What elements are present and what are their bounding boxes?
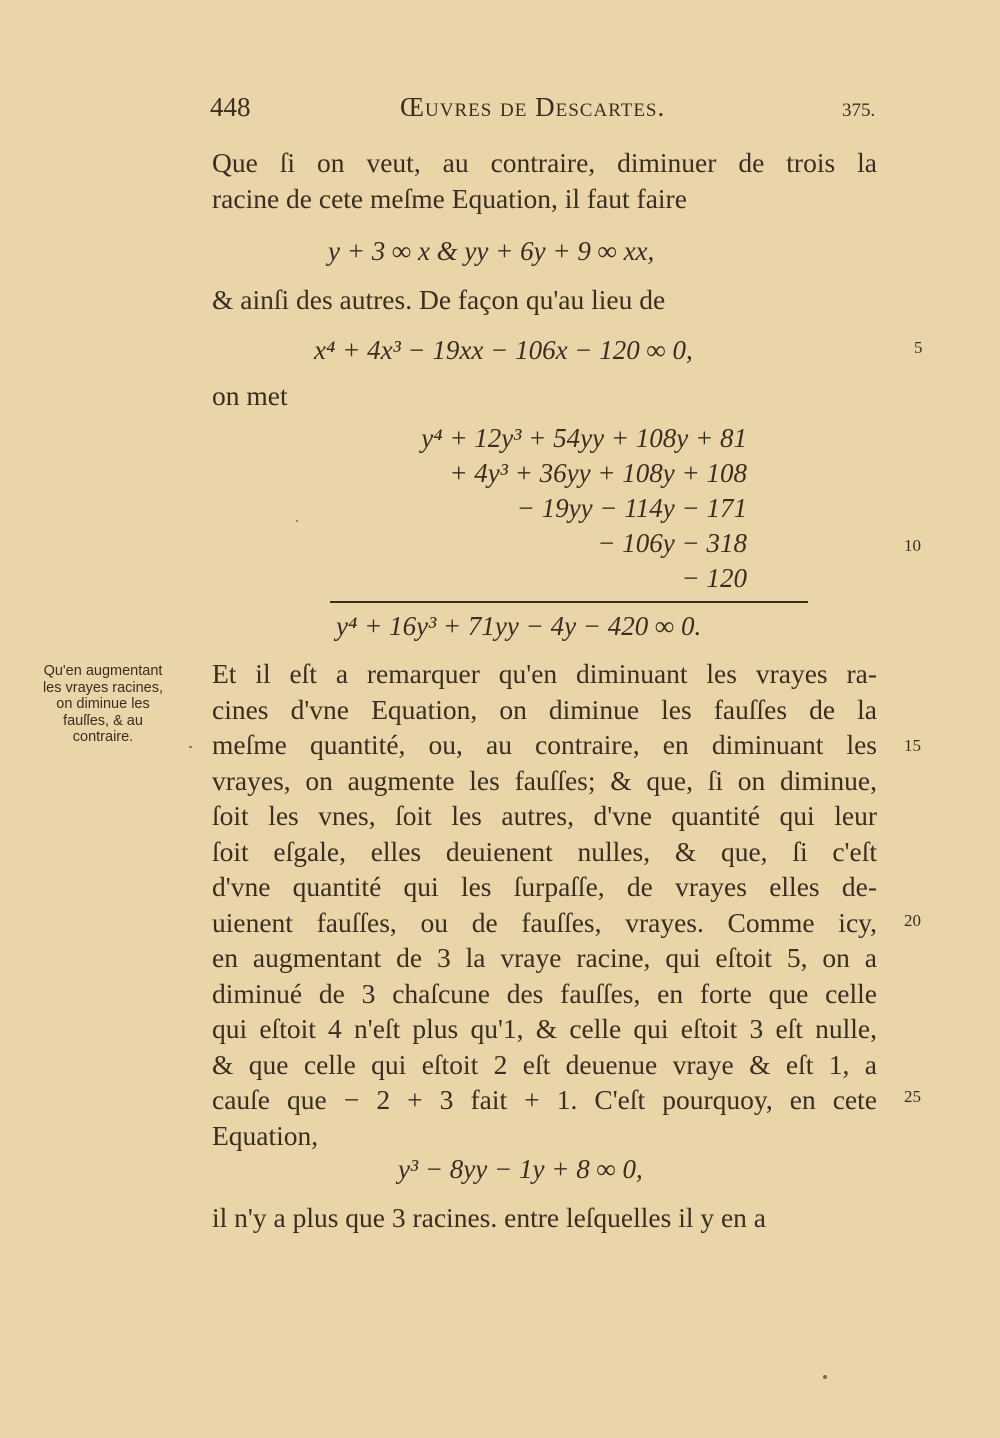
text-line: cauſe que − 2 + 3 fait + 1. C'eſt pourquoy, en cete [212, 1084, 877, 1115]
margin-note-line: fauſſes, & au [63, 712, 143, 729]
sum-row: + 4y³ + 36yy + 108y + 108 [449, 458, 747, 488]
final-line: il n'y a plus que 3 racines. entre leſquelles il y en a [212, 1202, 767, 1233]
margin-note-line: contraire. [72, 729, 134, 745]
main-paragraph [212, 656, 877, 1153]
text-line: racine de cete meſme Equation, il faut faire [212, 182, 687, 214]
sum-row: y⁴ + 12y³ + 54yy + 108y + 81 [421, 423, 747, 453]
line-number: 5 [914, 338, 923, 357]
line-number: 15 [904, 736, 921, 755]
margin-note-line: on diminue les [56, 696, 150, 712]
sum-row: − 120 [681, 563, 747, 593]
text-line: cines d'vne Equation, on diminue les fauſſes de la [212, 693, 877, 725]
running-title: Œuvres de Descartes. [400, 92, 666, 122]
sum-row: − 106y − 318 [597, 528, 747, 558]
paper-speck [189, 746, 192, 748]
text-line: ſoit eſgale, elles deuienent nulles, & que, ſi c'eſt [212, 835, 877, 867]
sum-row: − 19yy − 114y − 171 [516, 493, 747, 523]
text-line: qui eſtoit 4 n'eſt plus qu'1, & celle qui eſtoit 3 eſt nulle, [212, 1013, 877, 1044]
equation-reduced: y³ − 8yy − 1y + 8 ∞ 0, [398, 1154, 643, 1184]
line-number: 20 [904, 911, 921, 930]
text-line: & que celle qui eſtoit 2 eſt deuenue vraye & eſt 1, a [212, 1048, 877, 1080]
margin-note-line: les vrayes racines, [42, 679, 164, 696]
text-line: Que ſi on veut, au contraire, diminuer de trois la [212, 147, 877, 178]
intro-paragraph [212, 145, 877, 216]
text-line: diminué de 3 chaſcune des fauſſes, en forte que celle [212, 977, 877, 1009]
transition-line: & ainſi des autres. De façon qu'au lieu de [212, 284, 666, 315]
page-number: 448 [210, 92, 251, 122]
equation-original: x⁴ + 4x³ − 19xx − 106x − 120 ∞ 0, [314, 335, 693, 365]
margin-note [18, 663, 188, 746]
sum-rule [330, 601, 808, 603]
on-met-text: on met [212, 380, 288, 411]
text-line: meſme quantité, ou, au contraire, en diminuant les [212, 729, 877, 760]
line-number: 10 [904, 536, 921, 555]
equation-substitution: y + 3 ∞ x & yy + 6y + 9 ∞ xx, [328, 236, 655, 266]
text-line: Et il eſt a remarquer qu'en diminuant les vrayes ra- [212, 658, 877, 689]
line-number: 25 [904, 1087, 921, 1106]
paper-speck [823, 1375, 827, 1379]
text-line: en augmentant de 3 la vraye racine, qui eſtoit 5, on a [212, 942, 877, 973]
text-line: ſoit les vnes, ſoit les autres, d'vne quantité qui leur [212, 800, 877, 831]
text-line: vrayes, on augmente les fauſſes; & que, ſi on diminue, [212, 764, 877, 796]
text-line: uienent fauſſes, ou de fauſſes, vrayes. Comme icy, [212, 906, 877, 938]
text-line: d'vne quantité qui les ſurpaſſe, de vrayes elles de- [212, 871, 877, 902]
sum-result: y⁴ + 16y³ + 71yy − 4y − 420 ∞ 0. [336, 611, 702, 641]
text-line: Equation, [212, 1119, 319, 1151]
paper-speck [296, 520, 298, 522]
margin-note-line: Qu'en augmentant [43, 663, 163, 679]
original-page-reference: 375. [842, 100, 876, 121]
